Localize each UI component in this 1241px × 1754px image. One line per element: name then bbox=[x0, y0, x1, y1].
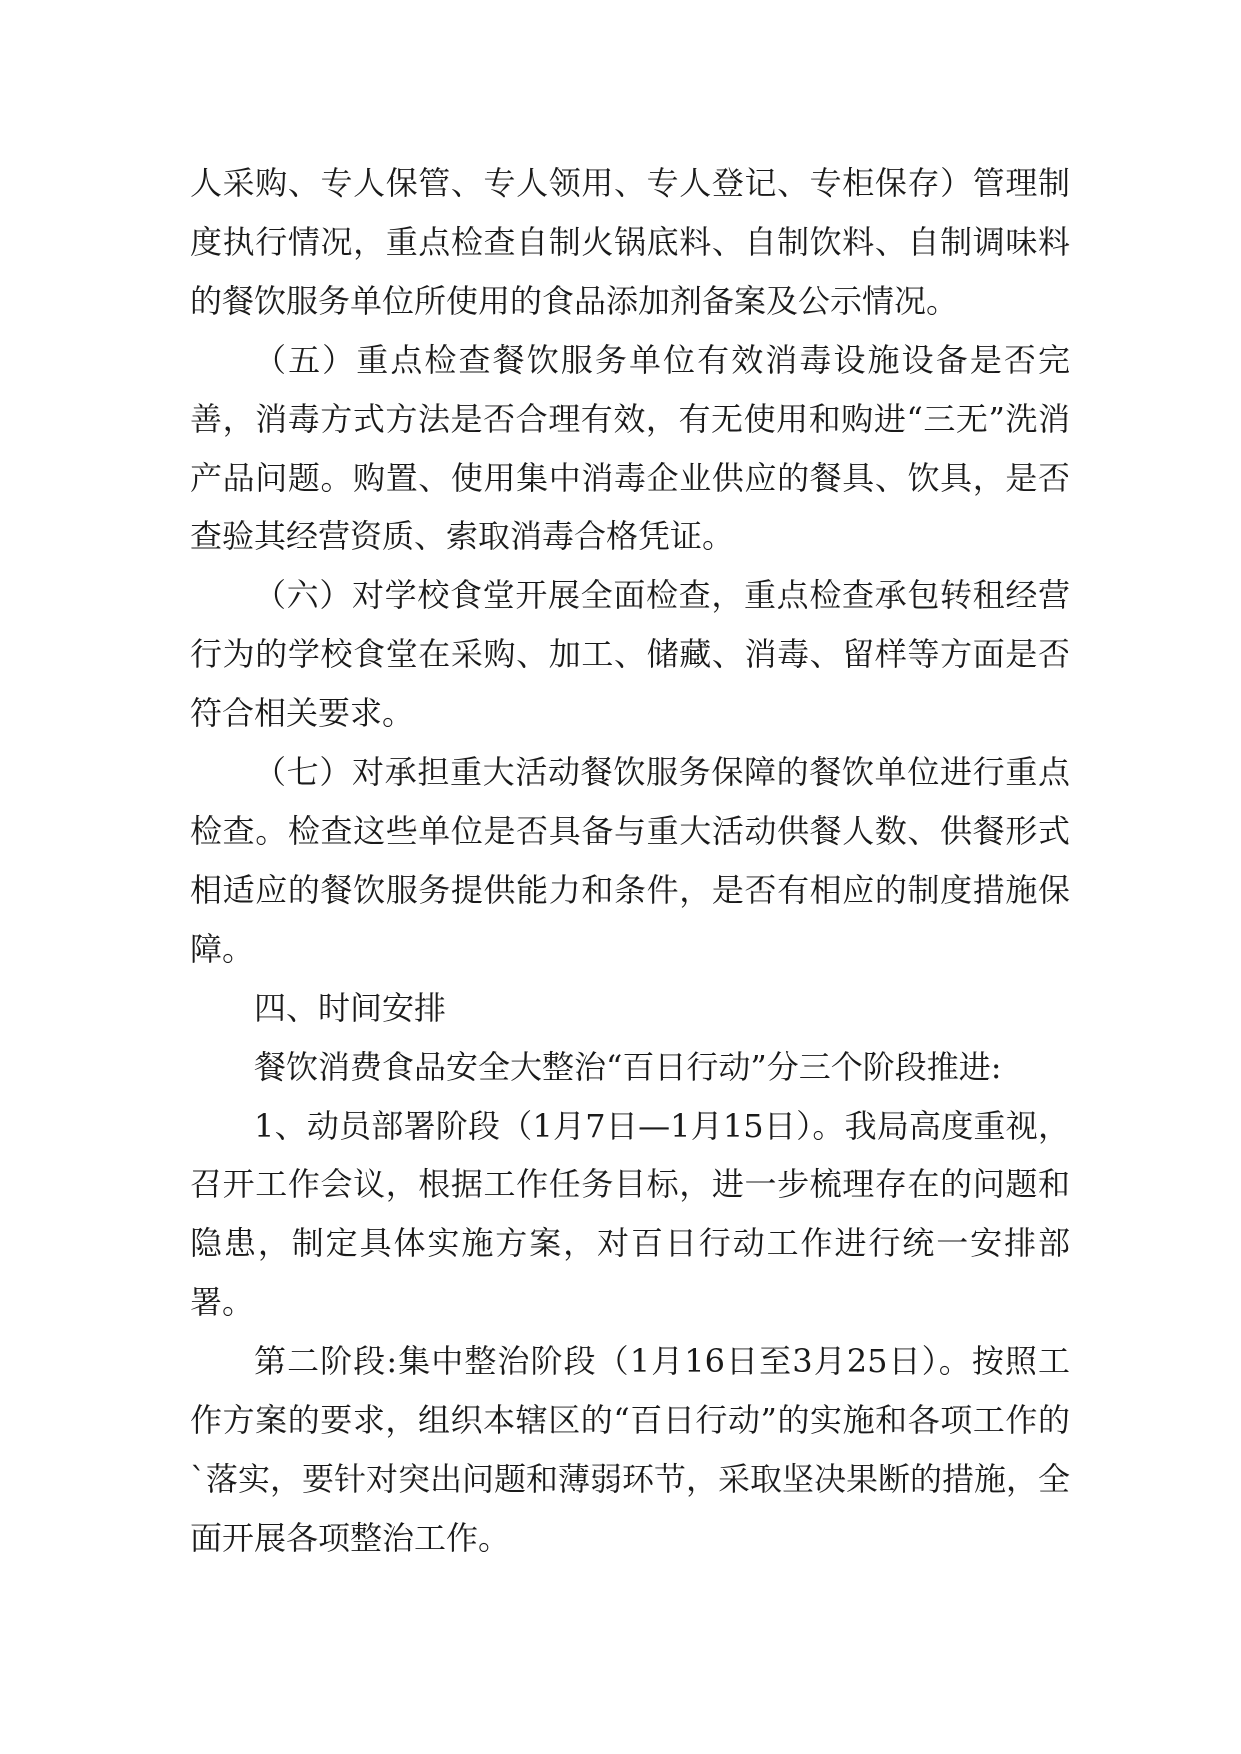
paragraph-procurement-management: 人采购、专人保管、专人领用、专人登记、专柜保存）管理制度执行情况，重点检查自制火锅底料、自制饮料、自制调味料的餐饮服务单位所使用的食品添加剂备案及公示情况。 bbox=[190, 164, 1070, 320]
paragraph-item-5-disinfection: （五）重点检查餐饮服务单位有效消毒设施设备是否完善，消毒方式方法是否合理有效，有无使用和购进“三无”洗消产品问题。购置、使用集中消毒企业供应的餐具、饮具，是否查验其经营资质、索取消毒合格凭证。 bbox=[190, 340, 1070, 556]
paragraph-three-stages: 餐饮消费食品安全大整治“百日行动”分三个阶段推进: bbox=[254, 1047, 1002, 1086]
paragraph-stage-1: 1、动员部署阶段（1月7日—1月15日）。我局高度重视，召开工作会议，根据工作任务目标，进一步梳理存在的问题和隐患，制定具体实施方案，对百日行动工作进行统一安排部署。 bbox=[190, 1106, 1070, 1322]
paragraph-item-6-school-canteen: （六）对学校食堂开展全面检查，重点检查承包转租经营行为的学校食堂在采购、加工、储藏、消毒、留样等方面是否符合相关要求。 bbox=[190, 576, 1070, 733]
paragraph-item-7-major-events: （七）对承担重大活动餐饮服务保障的餐饮单位进行重点检查。检查这些单位是否具备与重大活动供餐人数、供餐形式相适应的餐饮服务提供能力和条件，是否有相应的制度措施保障。 bbox=[190, 753, 1070, 968]
document-body bbox=[190, 154, 1070, 1568]
paragraph-stage-2: 第二阶段:集中整治阶段（1月16日至3月25日）。按照工作方案的要求，组织本辖区的“百日行动”的实施和各项工作的`落实，要针对突出问题和薄弱环节，采取坚决果断的措施，全面开展各项整治工作。 bbox=[190, 1342, 1071, 1557]
section-heading-schedule: 四、时间安排 bbox=[254, 988, 447, 1027]
